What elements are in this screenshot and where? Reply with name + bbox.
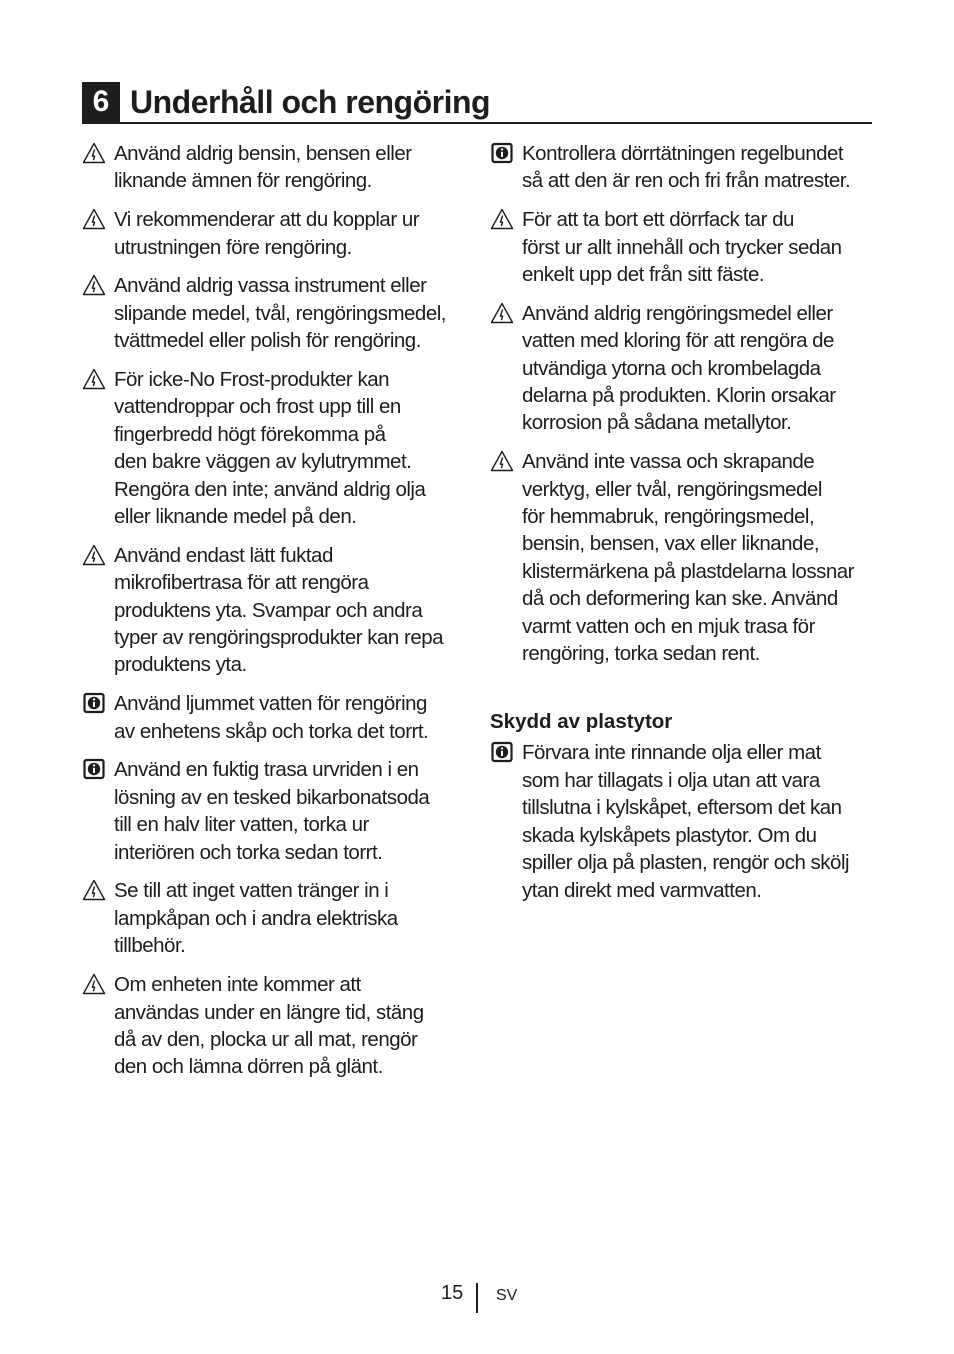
page-footer	[0, 1280, 954, 1314]
warning-icon	[82, 141, 106, 165]
note-item	[490, 206, 874, 288]
note-item	[490, 140, 874, 195]
left-column	[82, 140, 466, 1092]
section-number: 6	[82, 82, 120, 122]
note-item	[82, 272, 466, 354]
note-text: För icke-No Frost-produkter kan vattendroppar och frost upp till en fingerbredd högt förekomma på den bakre väggen av kylutrymmet. Rengöra den inte; använd aldrig olja eller liknande medel på den.	[114, 368, 426, 529]
info-icon	[82, 757, 106, 781]
note-text: Använd ljummet vatten för rengöring av enhetens skåp och torka det torrt.	[114, 692, 429, 743]
note-item	[82, 140, 466, 195]
warning-icon	[490, 301, 514, 325]
warning-icon	[82, 367, 106, 391]
warning-icon	[82, 878, 106, 902]
note-item	[82, 542, 466, 679]
info-icon	[82, 691, 106, 715]
section-header	[82, 82, 872, 124]
note-text: Använd aldrig bensin, bensen eller liknande ämnen för rengöring.	[114, 142, 412, 193]
note-text: Använd endast lätt fuktad mikrofibertrasa för att rengöra produktens yta. Svampar och andra typer av rengöringsprodukter kan repa produktens yta.	[114, 543, 444, 677]
note-text: För att ta bort ett dörrfack tar du först ur allt innehåll och trycker sedan enkelt upp det från sitt fäste.	[522, 208, 842, 287]
warning-icon	[82, 207, 106, 231]
info-icon	[490, 141, 514, 165]
warning-icon	[490, 449, 514, 473]
note-text: Använd aldrig vassa instrument eller slipande medel, tvål, rengöringsmedel, tvättmedel eller polish för rengöring.	[114, 274, 446, 353]
note-item	[82, 690, 466, 745]
warning-icon	[82, 972, 106, 996]
note-text: Om enheten inte kommer att användas under en längre tid, stäng då av den, plocka ur all mat, rengör den och lämna dörren på glänt.	[114, 973, 424, 1079]
page-number: 15	[441, 1282, 464, 1304]
note-text: Använd inte vassa och skrapande verktyg, eller tvål, rengöringsmedel för hemmabruk, rengöringsmedel, bensin, bensen, vax eller liknande, klistermärkena på plastdelarna lossnar då och deformering kan ske. Använd varmt vatten och en mjuk trasa för rengöring, torka sedan rent.	[522, 450, 854, 666]
warning-icon	[490, 207, 514, 231]
footer-divider	[476, 1283, 478, 1313]
warning-icon	[82, 273, 106, 297]
note-item	[82, 206, 466, 261]
note-text: Använd en fuktig trasa urvriden i en lösning av en tesked bikarbonatsoda till en halv liter vatten, torka ur interiören och torka sedan torrt.	[114, 758, 430, 864]
language-code: SV	[496, 1287, 518, 1304]
right-column-notes	[490, 140, 874, 667]
note-item	[490, 739, 874, 903]
note-item	[490, 300, 874, 437]
info-icon	[490, 740, 514, 764]
note-item	[490, 448, 874, 667]
note-text: Använd aldrig rengöringsmedel eller vatten med kloring för att rengöra de utvändiga ytorna och krombelagda delarna på produkten. Klorin orsakar korrosion på sådana metallytor.	[522, 301, 836, 435]
note-text: Vi rekommenderar att du kopplar ur utrustningen före rengöring.	[114, 208, 420, 259]
note-text: Förvara inte rinnande olja eller mat som har tillagats i olja utan att vara tillslutna i kylskåpet, eftersom det kan skada kylskåpets plastytor. Om du spiller olja på plasten, rengör och skölj ytan direkt med varmvatten.	[522, 741, 850, 902]
note-item	[82, 366, 466, 530]
note-text: Kontrollera dörrtätningen regelbundet så att den är ren och fri från matrester.	[522, 142, 851, 193]
plastic-section-notes	[490, 739, 874, 903]
right-column	[490, 140, 874, 915]
note-item	[82, 756, 466, 866]
note-text: Se till att inget vatten tränger in i lampkåpan och i andra elektriska tillbehör.	[114, 879, 398, 958]
page-title: Underhåll och rengöring	[130, 84, 491, 120]
plastic-section-heading: Skydd av plastytor	[490, 710, 673, 734]
note-item	[82, 971, 466, 1081]
note-item	[82, 877, 466, 959]
warning-icon	[82, 543, 106, 567]
